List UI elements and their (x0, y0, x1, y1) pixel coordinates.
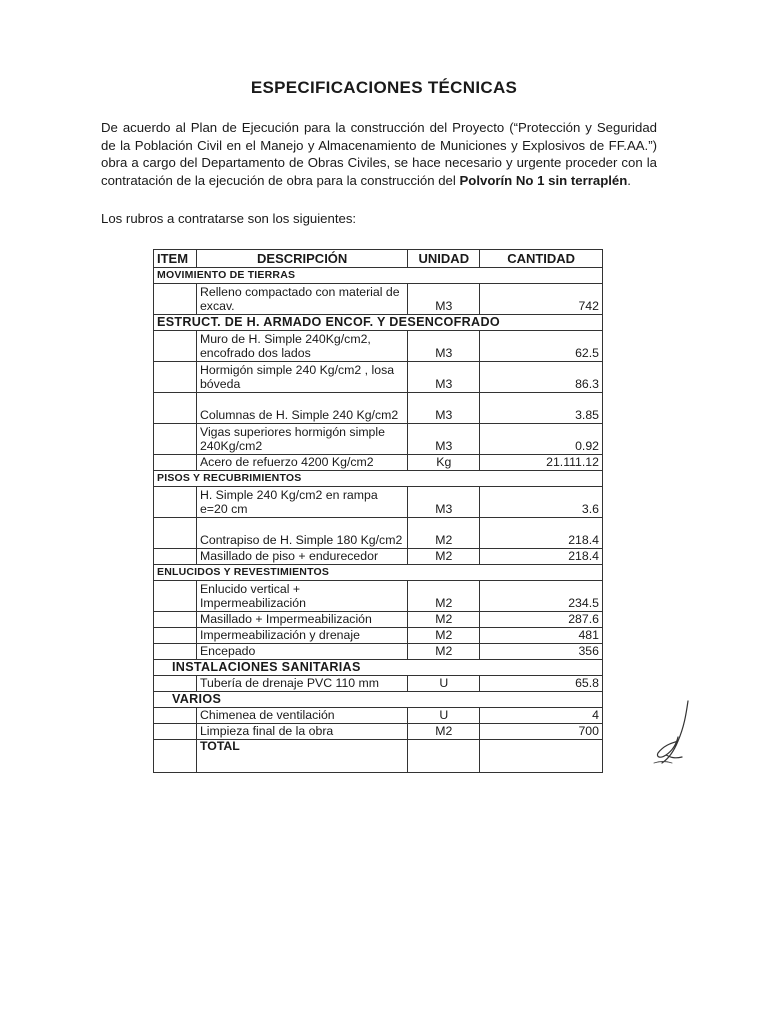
intro-bold-project: Polvorín No 1 sin terraplén (459, 172, 628, 188)
section-title: VARIOS (154, 692, 603, 708)
unit-cell: M3 (408, 362, 480, 393)
unit-cell: M2 (408, 518, 480, 549)
section-title: PISOS Y RECUBRIMIENTOS (154, 471, 603, 487)
quantity-cell: 4 (480, 708, 603, 724)
item-cell (154, 331, 197, 362)
unit-cell: M2 (408, 724, 480, 740)
quantity-cell: 356 (480, 644, 603, 660)
unit-cell: M3 (408, 487, 480, 518)
header-item: ITEM (154, 250, 197, 268)
description-cell: H. Simple 240 Kg/cm2 en rampa e=20 cm (196, 487, 407, 518)
item-cell (154, 740, 197, 773)
table-body (154, 268, 603, 773)
table-row (154, 331, 603, 362)
section-title: MOVIMIENTO DE TIERRAS (154, 268, 603, 284)
quantity-cell: 3.85 (480, 393, 603, 424)
unit-cell: U (408, 676, 480, 692)
specifications-table (153, 249, 603, 773)
header-quantity: CANTIDAD (480, 250, 603, 268)
item-cell (154, 708, 197, 724)
unit-cell: M3 (408, 284, 480, 315)
description-cell: Columnas de H. Simple 240 Kg/cm2 (196, 393, 407, 424)
total-row (154, 740, 603, 773)
section-row (154, 660, 603, 676)
description-cell: Relleno compactado con material de excav. (196, 284, 407, 315)
table-row (154, 424, 603, 455)
unit-cell: M2 (408, 612, 480, 628)
item-cell (154, 424, 197, 455)
description-cell: Masillado + Impermeabilización (196, 612, 407, 628)
description-cell: Muro de H. Simple 240Kg/cm2, encofrado dos lados (196, 331, 407, 362)
table-row (154, 518, 603, 549)
item-cell (154, 487, 197, 518)
unit-cell: U (408, 708, 480, 724)
header-unit: UNIDAD (408, 250, 480, 268)
intro-paragraph (101, 119, 657, 189)
section-row (154, 471, 603, 487)
unit-cell: M2 (408, 628, 480, 644)
quantity-cell: 481 (480, 628, 603, 644)
unit-cell: M3 (408, 331, 480, 362)
table-row (154, 676, 603, 692)
section-title: ESTRUCT. DE H. ARMADO ENCOF. Y DESENCOFRADO (154, 315, 603, 331)
quantity-cell: 21.111.12 (480, 455, 603, 471)
item-cell (154, 549, 197, 565)
header-description: DESCRIPCIÓN (196, 250, 407, 268)
quantity-cell: 234.5 (480, 581, 603, 612)
section-title: INSTALACIONES SANITARIAS (154, 660, 603, 676)
section-title: ENLUCIDOS Y REVESTIMIENTOS (154, 565, 603, 581)
unit-cell (408, 740, 480, 773)
description-cell: Enlucido vertical + Impermeabilización (196, 581, 407, 612)
description-cell: Impermeabilización y drenaje (196, 628, 407, 644)
intro-text: De acuerdo al Plan de Ejecución para la construcción del Proyecto (“Protección y Seguridad de la Población Civil en el Manejo y Almacenamiento de Municiones y Explosivos de FF.AA.”) obra a cargo del Departamento de Obras Civiles, se hace necesario y urgente proceder con la contratación de la ejecución de obra para la construcción del (101, 120, 657, 188)
item-cell (154, 724, 197, 740)
table-row (154, 724, 603, 740)
section-row (154, 268, 603, 284)
intro-end: . (627, 172, 631, 188)
section-row (154, 315, 603, 331)
total-label: TOTAL (196, 740, 407, 773)
page-title: ESPECIFICACIONES TÉCNICAS (250, 78, 518, 97)
description-cell: Vigas superiores hormigón simple 240Kg/cm2 (196, 424, 407, 455)
quantity-cell: 86.3 (480, 362, 603, 393)
quantity-cell: 700 (480, 724, 603, 740)
quantity-cell: 287.6 (480, 612, 603, 628)
table-row (154, 581, 603, 612)
unit-cell: M2 (408, 549, 480, 565)
table-row (154, 549, 603, 565)
section-row (154, 692, 603, 708)
item-cell (154, 612, 197, 628)
item-cell (154, 581, 197, 612)
table-row (154, 628, 603, 644)
table-header-row (154, 250, 603, 268)
table-row (154, 644, 603, 660)
section-row (154, 565, 603, 581)
quantity-cell: 3.6 (480, 487, 603, 518)
quantity-cell: 65.8 (480, 676, 603, 692)
item-cell (154, 518, 197, 549)
handwritten-signature (648, 697, 700, 769)
description-cell: Contrapiso de H. Simple 180 Kg/cm2 (196, 518, 407, 549)
item-cell (154, 644, 197, 660)
item-cell (154, 628, 197, 644)
unit-cell: M3 (408, 424, 480, 455)
description-cell: Hormigón simple 240 Kg/cm2 , losa bóveda (196, 362, 407, 393)
description-cell: Encepado (196, 644, 407, 660)
description-cell: Limpieza final de la obra (196, 724, 407, 740)
description-cell: Masillado de piso + endurecedor (196, 549, 407, 565)
quantity-cell: 218.4 (480, 518, 603, 549)
table-row (154, 708, 603, 724)
description-cell: Acero de refuerzo 4200 Kg/cm2 (196, 455, 407, 471)
description-cell: Chimenea de ventilación (196, 708, 407, 724)
table-row (154, 284, 603, 315)
unit-cell: M3 (408, 393, 480, 424)
table-row (154, 455, 603, 471)
quantity-cell: 742 (480, 284, 603, 315)
unit-cell: M2 (408, 581, 480, 612)
unit-cell: M2 (408, 644, 480, 660)
item-cell (154, 455, 197, 471)
unit-cell: Kg (408, 455, 480, 471)
table-row (154, 487, 603, 518)
item-cell (154, 362, 197, 393)
quantity-cell: 218.4 (480, 549, 603, 565)
quantity-cell: 0.92 (480, 424, 603, 455)
item-cell (154, 284, 197, 315)
table-row (154, 393, 603, 424)
quantity-cell (480, 740, 603, 773)
quantity-cell: 62.5 (480, 331, 603, 362)
item-cell (154, 676, 197, 692)
table-row (154, 362, 603, 393)
table-row (154, 612, 603, 628)
description-cell: Tubería de drenaje PVC 110 mm (196, 676, 407, 692)
subtitle: Los rubros a contratarse son los siguientes: (101, 211, 357, 226)
item-cell (154, 393, 197, 424)
